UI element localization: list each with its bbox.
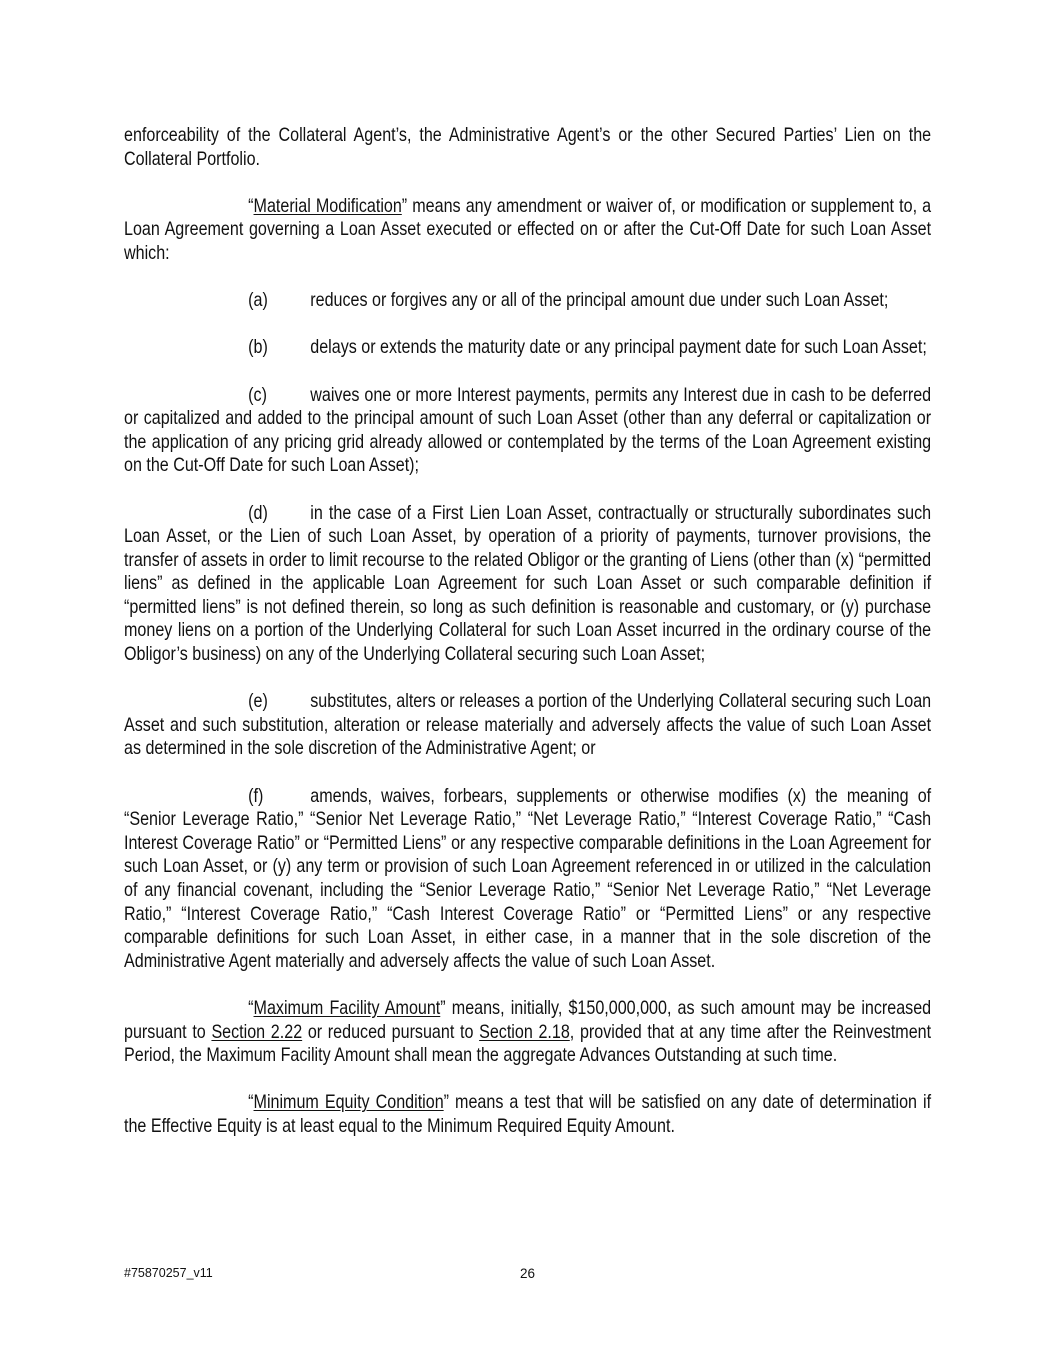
definition-text: means a test that will be satisfied on any date of determination if the Effective Equity is at least equal to the Minimum Required Equity Amount. <box>124 1092 932 1137</box>
clause-label: (c) <box>248 384 267 406</box>
defined-term: Material Modification <box>253 195 402 217</box>
footer-document-id: #75870257_v11 <box>124 1266 213 1280</box>
clause-b <box>124 336 931 360</box>
clause-text: substitutes, alters or releases a portion of the Underlying Collateral securing such Loan Asset and such substitution, alteration or release materially and adversely affects the value of such Loan Asset as determined in the sole discretion of the Administrative Agent; or <box>124 691 932 760</box>
defined-term: Minimum Equity Condition <box>253 1092 444 1114</box>
clause-label: (b) <box>248 337 268 359</box>
document-body <box>124 124 931 1162</box>
open-quote: “ <box>248 997 254 1019</box>
clause-label: (e) <box>248 691 268 713</box>
clause-text: delays or extends the maturity date or any principal payment date for such Loan Asset; <box>310 337 927 359</box>
clause-label: (f) <box>248 785 264 807</box>
definition-text: , provided that at any time after the Reinvestment Period, the Maximum Facility Amount shall mean the aggregate Advances Outstanding at such time. <box>124 1021 932 1067</box>
footer-page-number: 26 <box>520 1266 536 1281</box>
clause-text: amends, waives, forbears, supplements or otherwise modifies (x) the meaning of “Senior Leverage Ratio,” “Senior Net Leverage Ratio,” “Net Leverage Ratio,” “Interest Coverage Ratio,” “Cash Interest Coverage Ratio” or “Permitted Liens” or any respective comparable definitions in the Loan Agreement for such Loan Asset, or (y) any term or provision of such Loan Agreement referenced in or utilized in the calculation of any financial covenant, including the “Senior Leverage Ratio,” “Senior Net Leverage Ratio,” “Net Leverage Ratio,” “Interest Coverage Ratio,” “Cash Interest Coverage Ratio” or “Permitted Liens” or any respective comparable definitions for such Loan Asset, in either case, in a manner that in the sole discretion of the Administrative Agent materially and adversely affects the value of such Loan Asset. <box>124 785 932 972</box>
section-reference: Section 2.18 <box>479 1021 570 1043</box>
definition-text: means, initially, $150,000,000, as such amount may be increased pursuant to <box>124 997 932 1043</box>
clause-text: reduces or forgives any or all of the principal amount due under such Loan Asset; <box>310 290 889 312</box>
definition-material-modification <box>124 195 931 266</box>
definition-minimum-equity-condition <box>124 1091 931 1138</box>
open-quote: “ <box>248 195 254 217</box>
definition-maximum-facility-amount <box>124 997 931 1068</box>
section-reference: Section 2.22 <box>211 1021 303 1043</box>
open-quote: “ <box>248 1092 254 1114</box>
clause-a <box>124 289 931 313</box>
clause-c <box>124 384 931 478</box>
intro-paragraph: enforceability of the Collateral Agent’s, the Administrative Agent’s or the other Secured Parties’ Lien on the Collateral Portfolio. <box>124 125 932 170</box>
clause-f <box>124 785 931 974</box>
clause-text: in the case of a First Lien Loan Asset, contractually or structurally subordinates such Loan Asset, or the Lien of such Loan Asset, by operation of a priority of payments, turnover provisions, the transfer of assets in order to limit recourse to the related Obligor or the granting of Liens (other than (x) “permitted liens” as defined in the applicable Loan Agreement for such Loan Asset or such comparable definition if “permitted liens” is not defined therein, so long as such definition is reasonable and customary, or (y) purchase money liens on a portion of the Underlying Collateral for such Loan Asset incurred in the ordinary course of the Obligor’s business) on any of the Underlying Collateral securing such Loan Asset; <box>124 502 932 666</box>
close-quote: ” <box>401 195 408 217</box>
close-quote: ” <box>440 997 446 1019</box>
clause-label: (a) <box>248 290 268 312</box>
definition-text: or reduced pursuant to <box>302 1021 480 1043</box>
clause-e <box>124 690 931 761</box>
clause-label: (d) <box>248 502 268 524</box>
definition-text: means any amendment or waiver of, or modification or supplement to, a Loan Agreement governing a Loan Asset executed or effected on or after the Cut-Off Date for such Loan Asset which: <box>124 195 932 264</box>
close-quote: ” <box>443 1092 450 1114</box>
clause-d <box>124 502 931 667</box>
defined-term: Maximum Facility Amount <box>253 997 441 1019</box>
clause-text: waives one or more Interest payments, permits any Interest due in cash to be deferred or capitalized and added to the principal amount of such Loan Asset (other than any deferral or capitalization or the application of any pricing grid already allowed or contemplated by the terms of the Loan Agreement existing on the Cut-Off Date for such Loan Asset); <box>124 384 932 477</box>
